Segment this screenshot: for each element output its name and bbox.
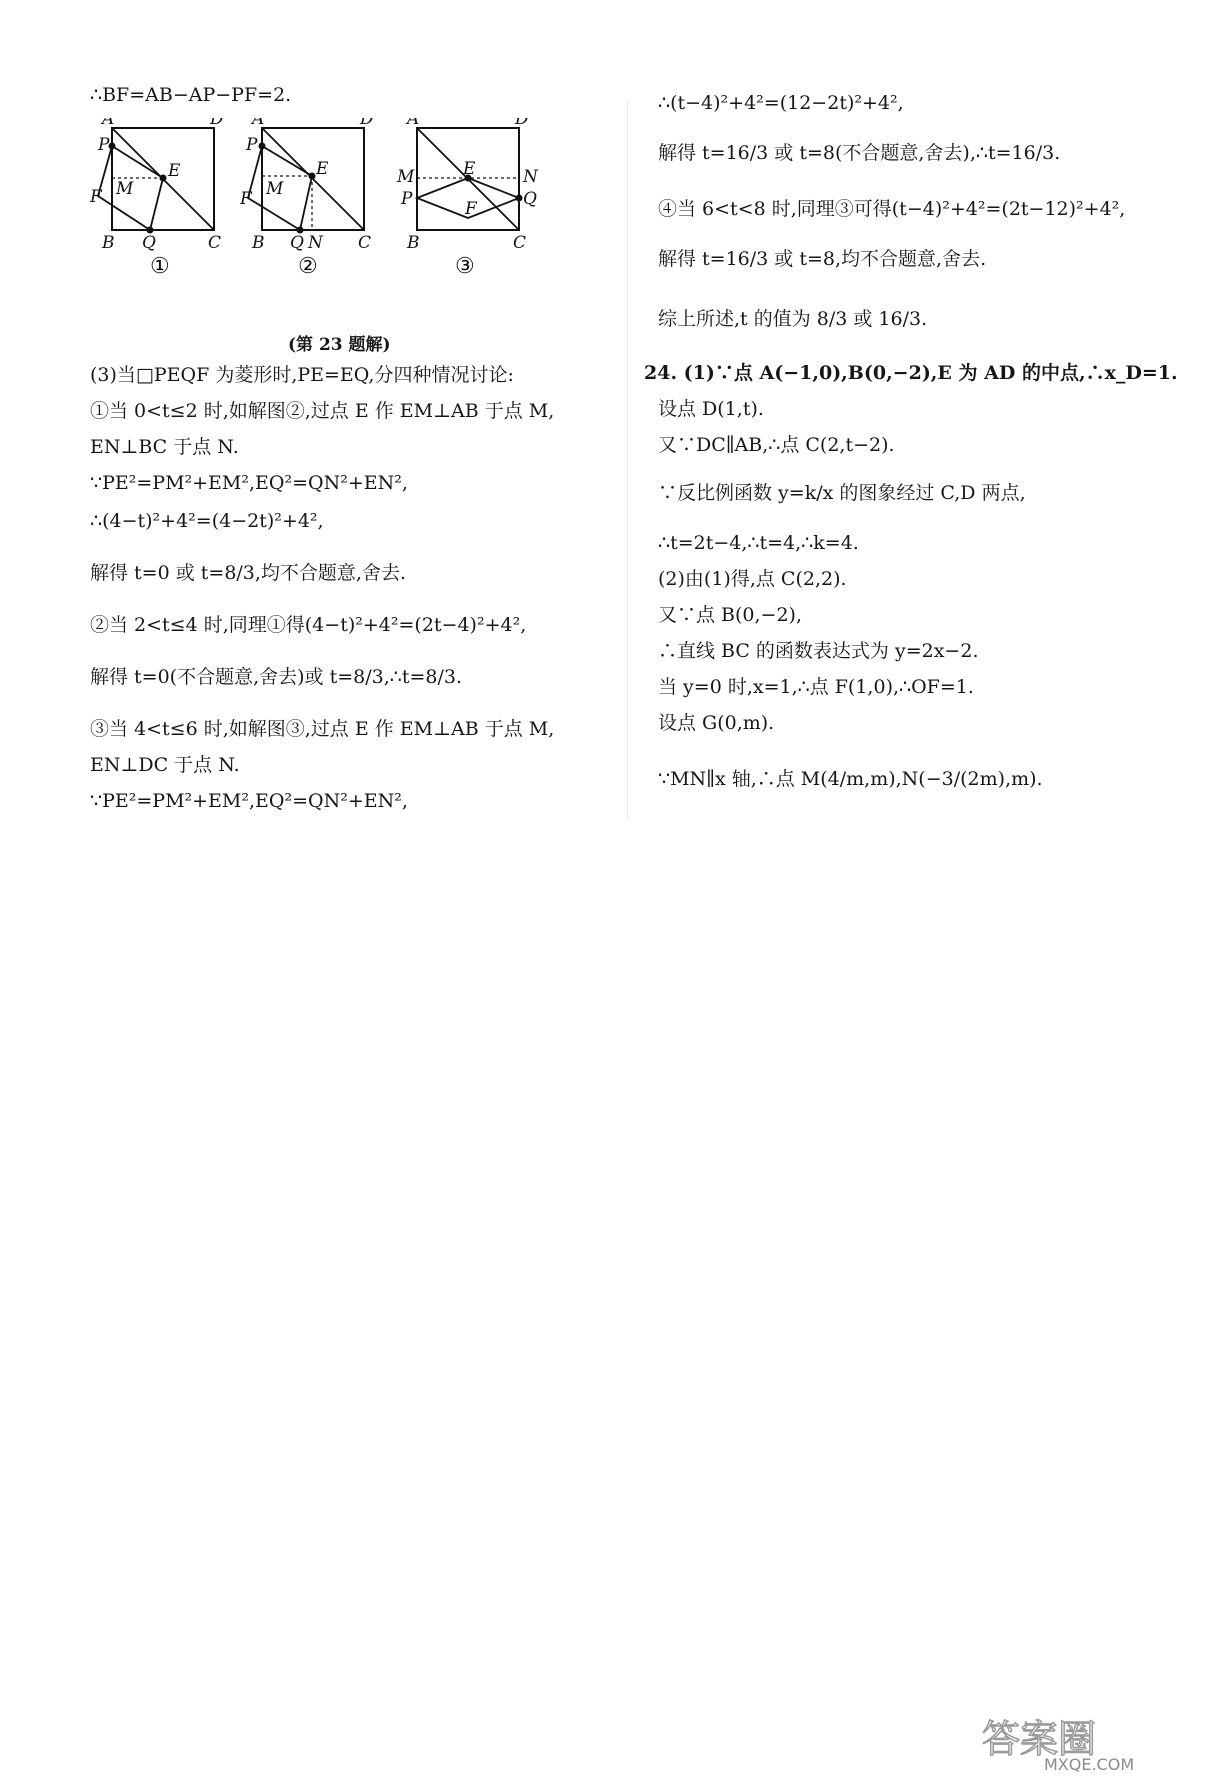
text-line: EN⊥BC 于点 N. xyxy=(90,436,239,458)
text-line: ∵PE²=PM²+EM²,EQ²=QN²+EN², xyxy=(90,790,408,812)
text-line: ∵反比例函数 y=k/x 的图象经过 C,D 两点, xyxy=(658,482,1026,504)
svg-text:E: E xyxy=(463,159,476,179)
figure-label: ③ xyxy=(455,254,475,278)
text-line: ∴(4−t)²+4²=(4−2t)²+4², xyxy=(90,510,324,532)
svg-text:B: B xyxy=(407,233,420,253)
text-line: ②当 2<t≤4 时,同理①得(4−t)²+4²=(2t−4)²+4², xyxy=(90,614,527,636)
svg-text:C: C xyxy=(513,233,527,253)
svg-text:E: E xyxy=(168,161,181,181)
svg-text:D: D xyxy=(515,118,529,129)
text-line: 设点 G(0,m). xyxy=(658,712,775,734)
text-line: 解得 t=16/3 或 t=8,均不合题意,舍去. xyxy=(658,248,987,270)
text-line: ∵PE²=PM²+EM²,EQ²=QN²+EN², xyxy=(90,472,408,494)
svg-text:E: E xyxy=(316,159,329,179)
svg-text:A: A xyxy=(102,118,115,129)
text-line: 设点 D(1,t). xyxy=(658,398,764,420)
svg-text:D: D xyxy=(210,118,224,129)
watermark-url: MXQE.COM xyxy=(1044,1755,1135,1774)
svg-text:F: F xyxy=(90,187,102,207)
text-line: 解得 t=0 或 t=8/3,均不合题意,舍去. xyxy=(90,562,407,584)
text-line: 又∵DC∥AB,∴点 C(2,t−2). xyxy=(658,434,895,456)
text-line: ∵MN∥x 轴,∴点 M(4/m,m),N(−3/(2m),m). xyxy=(658,768,1043,790)
svg-text:F: F xyxy=(465,199,477,219)
svg-text:B: B xyxy=(252,233,265,253)
svg-text:Q: Q xyxy=(523,189,537,209)
figure-3 xyxy=(395,118,545,283)
problem-24: 24. (1)∵点 A(−1,0),B(0,−2),E 为 AD 的中点,∴x_D=1. xyxy=(644,362,1178,384)
text-line: (3)当□PEQF 为菱形时,PE=EQ,分四种情况讨论: xyxy=(90,364,514,386)
text-line: ∴BF=AB−AP−PF=2. xyxy=(90,84,292,106)
watermark-text: 答案圈 xyxy=(982,1717,1097,1761)
svg-text:A: A xyxy=(407,118,420,129)
text-line: ∴t=2t−4,∴t=4,∴k=4. xyxy=(658,532,859,554)
text-line: ④当 6<t<8 时,同理③可得(t−4)²+4²=(2t−12)²+4², xyxy=(658,198,1126,220)
text-line: 又∵点 B(0,−2), xyxy=(658,604,803,626)
text-line: 综上所述,t 的值为 8/3 或 16/3. xyxy=(658,308,928,330)
figure-caption: (第 23 题解) xyxy=(288,335,391,355)
svg-text:P: P xyxy=(401,189,413,209)
watermark-logo xyxy=(974,1712,1184,1774)
svg-text:M: M xyxy=(397,167,415,187)
figure-label: ② xyxy=(298,254,318,278)
figure-label: ① xyxy=(150,254,170,278)
svg-text:M: M xyxy=(266,179,284,199)
text-line: ∴直线 BC 的函数表达式为 y=2x−2. xyxy=(658,640,979,662)
svg-text:N: N xyxy=(523,167,538,187)
figure-2 xyxy=(240,118,390,283)
svg-text:A: A xyxy=(252,118,265,129)
text-line: 解得 t=16/3 或 t=8(不合题意,舍去),∴t=16/3. xyxy=(658,142,1061,164)
svg-text:F: F xyxy=(240,189,252,209)
text-line: 解得 t=0(不合题意,舍去)或 t=8/3,∴t=8/3. xyxy=(90,666,463,688)
svg-text:N: N xyxy=(308,233,323,253)
text-line: ∴(t−4)²+4²=(12−2t)²+4², xyxy=(658,92,904,114)
text-line: ③当 4<t≤6 时,如解图③,过点 E 作 EM⊥AB 于点 M, xyxy=(90,718,555,740)
svg-text:C: C xyxy=(358,233,372,253)
svg-text:Q: Q xyxy=(142,233,156,253)
svg-text:P: P xyxy=(98,135,110,155)
text-line: 当 y=0 时,x=1,∴点 F(1,0),∴OF=1. xyxy=(658,676,974,698)
text-line: EN⊥DC 于点 N. xyxy=(90,754,240,776)
svg-text:P: P xyxy=(246,135,258,155)
svg-text:D: D xyxy=(360,118,374,129)
svg-text:C: C xyxy=(208,233,222,253)
figure-1 xyxy=(90,118,240,283)
column-divider xyxy=(627,100,628,820)
text-line: (2)由(1)得,点 C(2,2). xyxy=(658,568,847,590)
svg-text:B: B xyxy=(102,233,115,253)
svg-text:Q: Q xyxy=(290,233,304,253)
svg-text:M: M xyxy=(116,179,134,199)
text-line: ①当 0<t≤2 时,如解图②,过点 E 作 EM⊥AB 于点 M, xyxy=(90,400,555,422)
